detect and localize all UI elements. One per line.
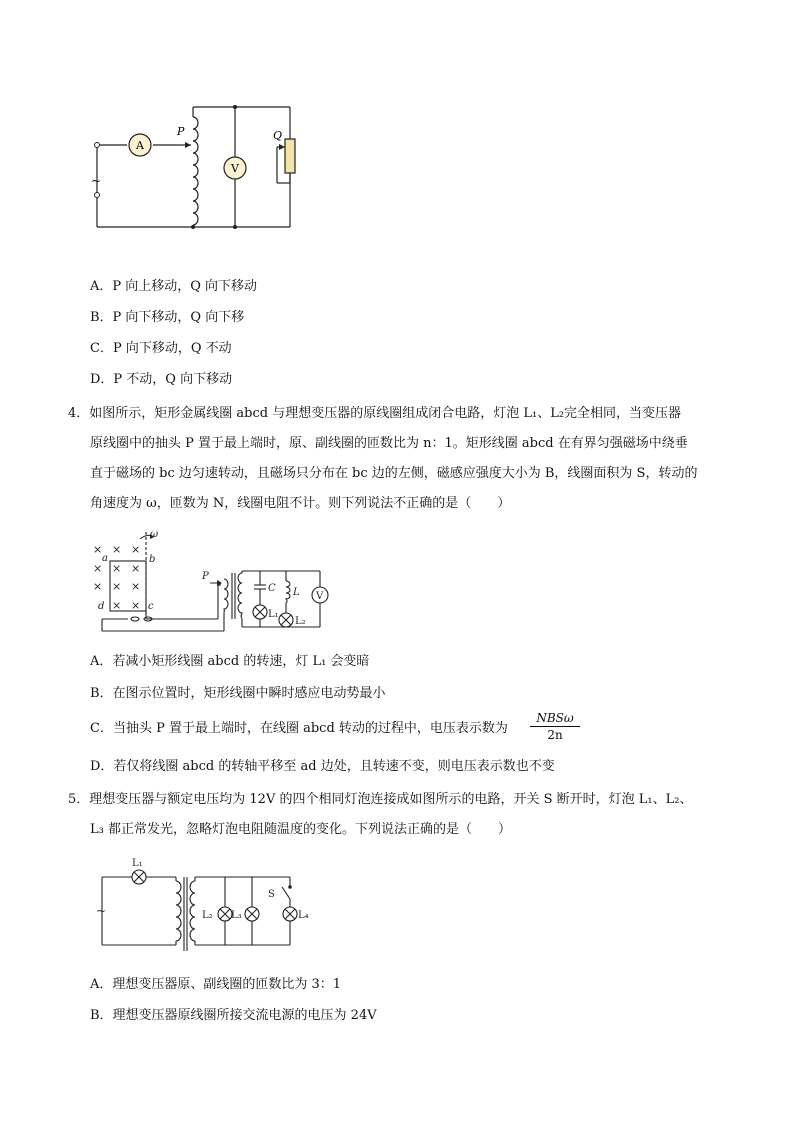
slider-q-label: Q — [273, 129, 283, 142]
ammeter-label: A — [136, 139, 144, 152]
q4-stem-line-3: 直于磁场的 bc 边匀速转动，且磁场只分布在 bc 边的左侧，磁感应强度大小为 B，线圈面积为 S，转动的 — [90, 466, 698, 481]
inductor-label: L — [293, 587, 300, 598]
fraction-numerator: NBSω — [530, 710, 580, 727]
q4-circuit-diagram — [88, 527, 338, 639]
q4-option-b[interactable]: B．在图示位置时，矩形线圈中瞬时感应电动势最小 — [90, 686, 386, 701]
q3-option-c[interactable]: C．P 向下移动，Q 不动 — [90, 341, 232, 356]
lamp-l2-label: L₂ — [202, 910, 213, 921]
q3-option-d[interactable]: D．P 不动，Q 向下移动 — [90, 372, 233, 387]
ac-source-symbol: ~ — [91, 174, 102, 188]
q3-option-a[interactable]: A．P 向上移动，Q 向下移动 — [90, 279, 258, 294]
q4-option-c-fraction — [530, 710, 580, 743]
corner-a-label: a — [102, 553, 108, 564]
lamp-l1-label: L₁ — [132, 858, 143, 869]
fraction-denominator: 2n — [547, 728, 563, 742]
q5-circuit-diagram — [92, 855, 312, 960]
tap-p-label: P — [202, 571, 209, 582]
switch-s-label: S — [268, 889, 275, 900]
field-cross: × — [112, 599, 122, 612]
field-cross: × — [93, 543, 103, 556]
lamp-l4-label: L₄ — [298, 910, 309, 921]
q3-option-b[interactable]: B．P 向下移动，Q 向下移 — [90, 310, 245, 325]
q3-circuit-diagram — [85, 95, 315, 240]
q5-stem-line-2: L₃ 都正常发光，忽略灯泡电阻随温度的变化。下列说法正确的是（ ） — [90, 822, 511, 837]
corner-d-label: d — [98, 601, 105, 612]
voltmeter-label: V — [316, 591, 324, 602]
field-cross: × — [93, 580, 103, 593]
capacitor-label: C — [268, 583, 276, 594]
q4-stem-line-1: 4．如图所示，矩形金属线圈 abcd 与理想变压器的原线圈组成闭合电路，灯泡 L₁、L₂完全相同，当变压器 — [68, 406, 682, 421]
omega-label: ω — [150, 529, 159, 540]
field-cross: × — [131, 580, 141, 593]
field-cross: × — [131, 562, 141, 575]
q4-option-c[interactable]: C．当抽头 P 置于最上端时，在线圈 abcd 转动的过程中，电压表示数为 — [90, 721, 508, 736]
corner-c-label: c — [148, 601, 154, 612]
q4-stem-line-4: 角速度为 ω，匝数为 N，线圈电阻不计。则下列说法不正确的是（ ） — [90, 496, 511, 511]
q5-option-a[interactable]: A．理想变压器原、副线圈的匝数比为 3：1 — [90, 977, 342, 992]
field-cross: × — [112, 580, 122, 593]
lamp-l3-label: L₃ — [231, 910, 242, 921]
ac-source-symbol: ~ — [96, 904, 107, 918]
q5-stem-line-1: 5．理想变压器与额定电压均为 12V 的四个相同灯泡连接成如图所示的电路，开关 S 断开时，灯泡 L₁、L₂、 — [68, 792, 693, 807]
field-cross: × — [93, 562, 103, 575]
field-cross: × — [112, 562, 122, 575]
field-cross: × — [131, 599, 141, 612]
lamp-l2-label: L₂ — [295, 616, 306, 627]
field-cross: × — [112, 543, 122, 556]
field-cross: × — [131, 543, 141, 556]
q4-option-d[interactable]: D．若仅将线圈 abcd 的转轴平移至 ad 边处，且转速不变，则电压表示数也不变 — [90, 759, 555, 774]
lamp-l1-label: L₁ — [268, 609, 279, 620]
voltmeter-label: V — [231, 162, 239, 175]
corner-b-label: b — [149, 554, 156, 565]
q4-option-a[interactable]: A．若减小矩形线圈 abcd 的转速，灯 L₁ 会变暗 — [90, 654, 370, 669]
q5-option-b[interactable]: B．理想变压器原线圈所接交流电源的电压为 24V — [90, 1008, 377, 1023]
tap-p-label: P — [177, 125, 185, 138]
q4-stem-line-2: 原线圈中的抽头 P 置于最上端时，原、副线圈的匝数比为 n：1。矩形线圈 abcd 在有界匀强磁场中绕垂 — [90, 436, 688, 451]
